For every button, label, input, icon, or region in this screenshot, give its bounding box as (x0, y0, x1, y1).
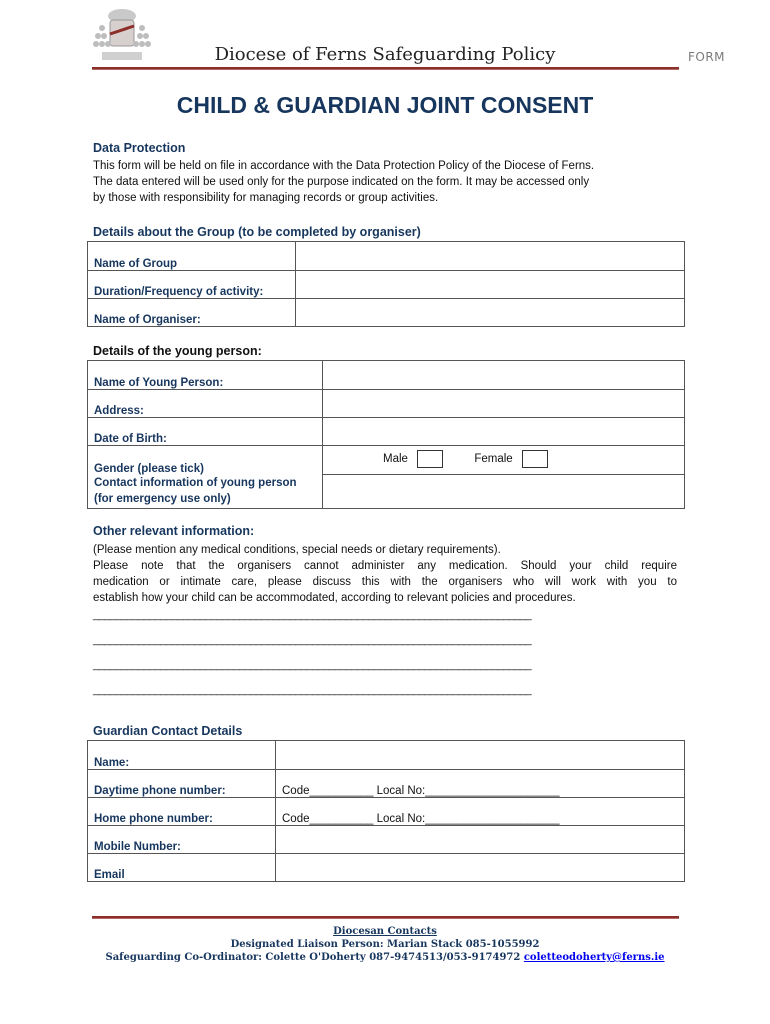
group-name-field[interactable] (296, 242, 685, 271)
table-row (88, 299, 685, 327)
mobile-field[interactable] (276, 826, 685, 854)
data-protection-text (93, 158, 683, 206)
other-info-line: (Please mention any medical conditions, special needs or dietary requirements). (93, 544, 501, 556)
guardian-name-label: Name: (88, 741, 276, 770)
guardian-table (87, 740, 685, 882)
female-checkbox[interactable] (522, 450, 548, 468)
home-phone-label: Home phone number: (88, 798, 276, 826)
table-row (88, 798, 685, 826)
writing-line[interactable]: ______________________________________________________________________________ (93, 684, 532, 696)
organiser-label: Name of Organiser: (88, 299, 296, 327)
data-protection-heading: Data Protection (93, 141, 186, 155)
mobile-label: Mobile Number: (88, 826, 276, 854)
duration-label: Duration/Frequency of activity: (88, 271, 296, 299)
female-label: Female (474, 453, 513, 466)
footer-email-link[interactable]: coletteodoherty@ferns.ie (523, 952, 665, 963)
table-row (88, 741, 685, 770)
header-divider (92, 67, 679, 70)
group-details-heading: Details about the Group (to be completed by organiser) (93, 225, 421, 239)
table-row (88, 242, 685, 271)
daytime-phone-label: Daytime phone number: (88, 770, 276, 798)
address-label: Address: (88, 390, 323, 418)
table-row (88, 418, 685, 446)
young-person-table (87, 360, 685, 509)
data-protection-line: The data entered will be used only for the purpose indicated on the form. It may be accessed only (93, 176, 590, 188)
footer-divider (92, 916, 679, 919)
header-title: Diocese of Ferns Safeguarding Policy (214, 44, 556, 65)
contact-info-line: Contact information of young person (94, 477, 297, 490)
form-label: FORM (688, 50, 726, 64)
home-phone-field[interactable]: Code__________ Local No:_____________________ (276, 798, 685, 826)
young-person-heading: Details of the young person: (93, 344, 262, 358)
table-row (88, 271, 685, 299)
daytime-phone-field[interactable]: Code__________ Local No:_____________________ (276, 770, 685, 798)
email-field[interactable] (276, 854, 685, 882)
writing-line[interactable]: ______________________________________________________________________________ (93, 609, 532, 621)
document-title: CHILD & GUARDIAN JOINT CONSENT (176, 92, 594, 118)
other-info-line: Please note that the organisers cannot administer any medication. Should your child require (93, 560, 677, 572)
male-label: Male (383, 453, 408, 466)
group-details-table (87, 241, 685, 327)
dob-field[interactable] (323, 418, 685, 446)
other-info-heading: Other relevant information: (93, 524, 255, 538)
gender-label: Gender (please tick) (88, 446, 323, 475)
guardian-heading: Guardian Contact Details (93, 724, 243, 738)
table-row (88, 361, 685, 390)
other-info-text (93, 542, 677, 606)
data-protection-line: This form will be held on file in accordance with the Data Protection Policy of the Diocese of Ferns. (93, 160, 595, 172)
gender-field (323, 446, 685, 475)
organiser-field[interactable] (296, 299, 685, 327)
contact-info-line: (for emergency use only) (94, 493, 231, 506)
footer-coordinator: Safeguarding Co-Ordinator: Colette O'Doherty 087-9474513/053-9174972 (105, 952, 521, 963)
writing-line[interactable]: ______________________________________________________________________________ (93, 659, 532, 671)
table-row (88, 475, 685, 509)
male-checkbox[interactable] (417, 450, 443, 468)
duration-field[interactable] (296, 271, 685, 299)
group-name-label: Name of Group (88, 242, 296, 271)
other-info-line: medication or intimate care, please discuss this with the organisers who will work with you to (93, 576, 677, 588)
table-row (88, 826, 685, 854)
data-protection-line: by those with responsibility for managing records or group activities. (93, 192, 439, 204)
footer-coordinator-line (0, 952, 770, 963)
dob-label: Date of Birth: (88, 418, 323, 446)
email-label: Email (88, 854, 276, 882)
address-field[interactable] (323, 390, 685, 418)
contact-info-field[interactable] (323, 475, 685, 509)
other-info-line: establish how your child can be accommodated, according to relevant policies and procedures. (93, 592, 576, 604)
writing-line[interactable]: ______________________________________________________________________________ (93, 634, 532, 646)
footer-heading: Diocesan Contacts (333, 926, 437, 937)
footer-liaison: Designated Liaison Person: Marian Stack 085-1055992 (230, 939, 540, 950)
young-person-name-field[interactable] (323, 361, 685, 390)
contact-info-label (88, 475, 323, 509)
table-row (88, 854, 685, 882)
table-row (88, 770, 685, 798)
table-row (88, 446, 685, 475)
young-person-name-label: Name of Young Person: (88, 361, 323, 390)
guardian-name-field[interactable] (276, 741, 685, 770)
table-row (88, 390, 685, 418)
